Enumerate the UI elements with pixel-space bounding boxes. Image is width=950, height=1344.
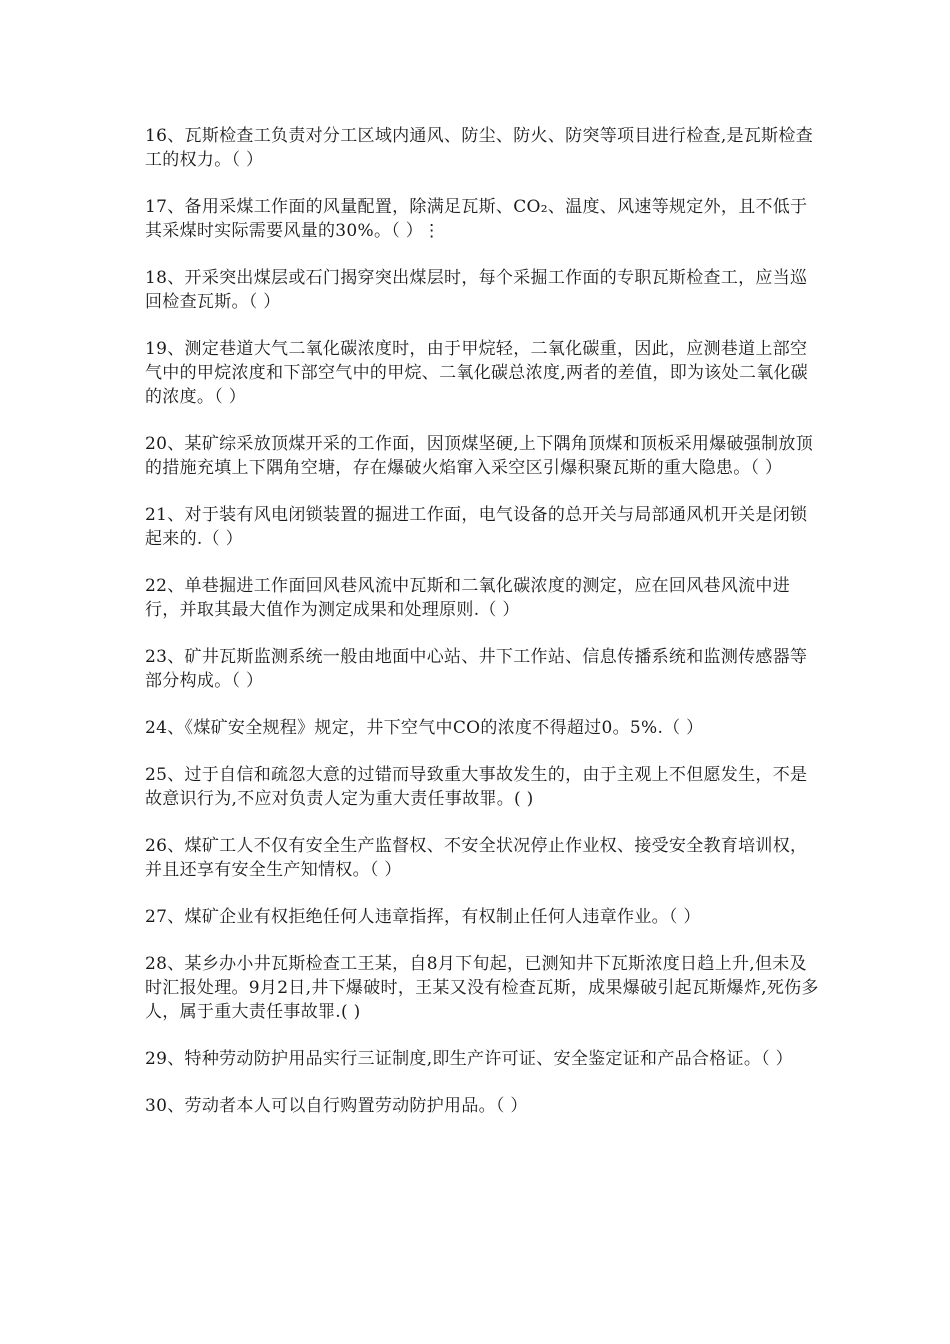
question-19: 19、测定巷道大气二氧化碳浓度时，由于甲烷轻，二氧化碳重，因此，应测巷道上部空气中的甲烷浓度和下部空气中的甲烷、二氧化碳总浓度,两者的差值，即为该处二氧化碳的浓度。（ ） xyxy=(145,339,809,407)
question-20: 20、某矿综采放顶煤开采的工作面，因顶煤坚硬,上下隅角顶煤和顶板采用爆破强制放顶的措施充填上下隅角空塘，存在爆破火焰窜入采空区引爆积聚瓦斯的重大隐患。（ ） xyxy=(145,434,814,478)
question-24: 24、《煤矿安全规程》规定，井下空气中CO的浓度不得超过0。5%.（ ） xyxy=(145,718,704,738)
question-29: 29、特种劳动防护用品实行三证制度,即生产许可证、安全鉴定证和产品合格证。（ ） xyxy=(145,1049,793,1069)
question-27: 27、煤矿企业有权拒绝任何人违章指挥，有权制止任何人违章作业。（ ） xyxy=(145,907,701,927)
question-18: 18、开采突出煤层或石门揭穿突出煤层时，每个采掘工作面的专职瓦斯检查工，应当巡回检查瓦斯。（ ） xyxy=(145,268,808,312)
question-17: 17、备用采煤工作面的风量配置，除满足瓦斯、CO₂、温度、风速等规定外，且不低于其采煤时实际需要风量的30%。（ ）⋮ xyxy=(145,197,808,241)
question-30: 30、劳动者本人可以自行购置劳动防护用品。（ ） xyxy=(145,1096,528,1116)
question-21: 21、对于装有风电闭锁装置的掘进工作面，电气设备的总开关与局部通风机开关是闭锁起来的.（ ） xyxy=(145,505,808,549)
question-26: 26、煤矿工人不仅有安全生产监督权、不安全状况停止作业权、接受安全教育培训权，并且还享有安全生产知情权。（ ） xyxy=(145,836,808,880)
question-25: 25、过于自信和疏忽大意的过错而导致重大事故发生的，由于主观上不但愿发生，不是故意识行为,不应对负责人定为重大责任事故罪。( ) xyxy=(145,765,808,809)
question-23: 23、矿井瓦斯监测系统一般由地面中心站、井下工作站、信息传播系统和监测传感器等部分构成。（ ） xyxy=(145,647,808,691)
question-28: 28、某乡办小井瓦斯检查工王某，自8月下旬起，已测知井下瓦斯浓度日趋上升,但未及时汇报处理。9月2日,井下爆破时，王某又没有检查瓦斯，成果爆破引起瓦斯爆炸,死伤多人，属于重大责任事故罪.( ) xyxy=(145,954,819,1022)
question-list xyxy=(145,124,820,1141)
question-16: 16、瓦斯检查工负责对分工区域内通风、防尘、防火、防突等项目进行检查,是瓦斯检查工的权力。（ ） xyxy=(145,126,814,170)
question-22: 22、单巷掘进工作面回风巷风流中瓦斯和二氧化碳浓度的测定，应在回风巷风流中进行，并取其最大值作为测定成果和处理原则.（ ） xyxy=(145,576,791,620)
